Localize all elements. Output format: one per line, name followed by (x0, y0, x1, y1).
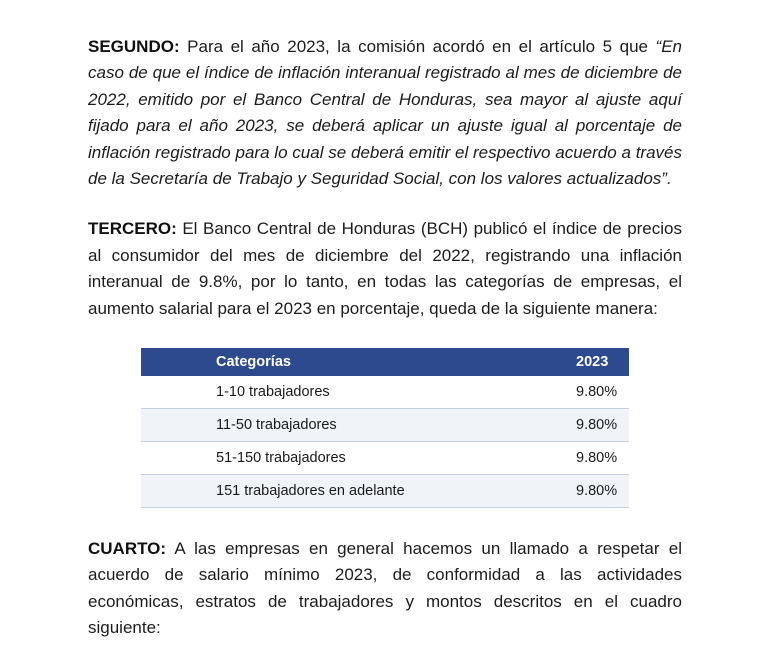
document-page (88, 34, 682, 642)
cuarto-label: CUARTO: (88, 539, 167, 559)
table-row (141, 409, 629, 442)
table-row (141, 442, 629, 475)
paragraph-cuarto (88, 536, 682, 642)
tercero-text: El Banco Central de Honduras (BCH) publicó el índice de precios al consumidor del mes de diciembre del 2022, registrando una inflación interanual de 9.8%, por lo tanto, en todas las categorías de empresas, el aumento salarial para el 2023 en porcentaje, queda de la siguiente manera: (88, 219, 682, 318)
table-row (141, 376, 629, 409)
header-categorias: Categorías (216, 354, 291, 371)
salary-increase-table (141, 348, 629, 508)
cuarto-text: A las empresas en general hacemos un llamado a respetar el acuerdo de salario mínimo 2023, de conformidad a las actividades económicas, estratos de trabajadores y montos descritos en el cuadro siguiente: (88, 539, 682, 638)
row-value: 9.80% (496, 376, 629, 409)
paragraph-tercero (88, 216, 682, 322)
segundo-quote: “En caso de que el índice de inflación interanual registrado al mes de diciembre de 2022, emitido por el Banco Central de Honduras, sea mayor al ajuste aquí fijado para el año 2023, se deberá aplicar un ajuste igual al porcentaje de inflación registrado para lo cual se deberá emitir el respectivo acuerdo a través de la Secretaría de Trabajo y Seguridad Social, con los valores actualizados”. (88, 37, 682, 189)
table-header-row (141, 348, 629, 376)
row-category: 11-50 trabajadores (141, 409, 496, 442)
row-category: 151 trabajadores en adelante (141, 475, 496, 508)
row-value: 9.80% (496, 475, 629, 508)
row-value: 9.80% (496, 442, 629, 475)
table (141, 348, 629, 508)
row-value: 9.80% (496, 409, 629, 442)
row-category: 1-10 trabajadores (141, 376, 496, 409)
segundo-intro: Para el año 2023, la comisión acordó en el artículo 5 que (179, 37, 656, 56)
row-category: 51-150 trabajadores (141, 442, 496, 475)
header-2023: 2023 (576, 354, 609, 371)
segundo-label: SEGUNDO: (88, 37, 180, 56)
paragraph-segundo (88, 34, 682, 192)
table-row (141, 475, 629, 508)
tercero-label: TERCERO: (88, 219, 177, 239)
